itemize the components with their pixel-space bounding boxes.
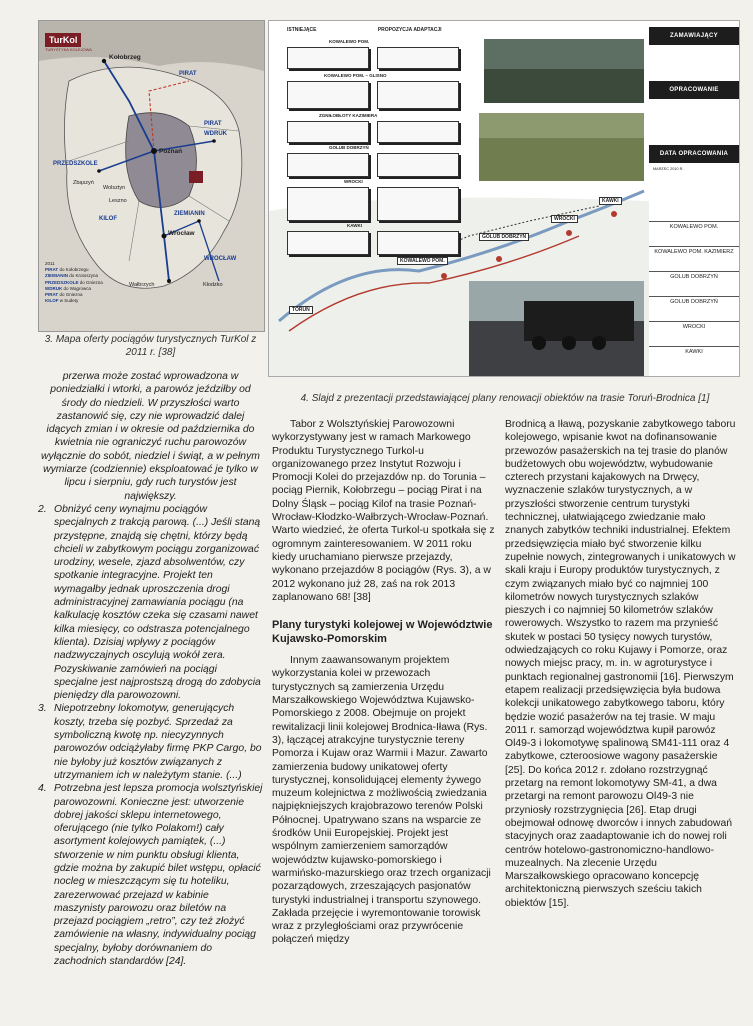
map-legend — [45, 261, 175, 304]
map-station-label: GOLUB DOBRZYŃ — [479, 233, 529, 241]
map-station-label: KAWKI — [599, 197, 622, 205]
slide-header-right: PROPOZYCJA ADAPTACJI — [377, 27, 442, 33]
list-item-text: Niepotrzebny lokomotyw, generujących koszty, trzeba się pozbyć. Sprzedaż za symboliczną kwotę np. niecyzynnych parowozów odciążyłaby firmę PKP Cargo, bo nie byłoby już kosztów związanych z utrzymaniem ich w należytym stanie. (...) — [54, 703, 262, 781]
stamp-station-row: GOLUB DOBRZYŃ — [649, 271, 739, 294]
map-station-label: KOWALEWO POM. — [397, 257, 448, 265]
list-item-number: 4. — [38, 783, 47, 795]
slide-box — [377, 187, 459, 221]
list-item — [38, 702, 263, 782]
map-route-label: WDRUK — [204, 131, 227, 137]
map-station-label: WROCKI — [551, 215, 578, 223]
slide-box — [377, 153, 459, 177]
map-route-label: PRZEDSZKOLE — [53, 161, 98, 167]
list-item-text: Obniżyć ceny wynajmu pociągów specjalnych z trakcją parową. (...) Jeśli staną przystępne, znajdą się chętni, którzy będą chcieli w zabytkowym pociągu zorganizować urodziny, wesele, zjazd absolwentów, czy spotkanie integracyjne. Projekt ten wymagałby jednak uproszczenia drogi administracyjnej zamawiania pociągu (na kalkulację kosztów czeka się czasami nawet kilka miesięcy, co odstrasza potencjalnego klienta). Dzisiaj wpływy z pociągów nadzwyczajnych oscylują wokół zera. Pozyskiwanie zamówień na pociągi specjalne jest najprostszą drogą do zdobycia pieniędzy dla parowozowni. — [54, 503, 261, 702]
column-2 — [272, 418, 496, 947]
figure-4-slide — [268, 20, 740, 377]
slide-box-title: WROCKI — [344, 179, 363, 184]
slide-table-header — [287, 27, 467, 33]
legend-entry: KILOF w Sudety — [45, 298, 79, 304]
map-city-label: Kłodzko — [203, 282, 223, 288]
map-station-label: TORUŃ — [289, 306, 313, 314]
map-city-label: Poznań — [159, 148, 183, 155]
stamp-station-row: KOWALEWO POM. — [649, 221, 739, 244]
legend-title: 2011 — [45, 261, 55, 266]
stamp-station-row: KAWKI — [649, 346, 739, 369]
slide-box — [287, 231, 369, 255]
slide-box — [377, 121, 459, 143]
list-item-number: 2. — [38, 503, 47, 515]
legend-entry: PIRAT do Kołobrzegu — [45, 267, 89, 273]
slide-box-title: GOLUB DOBRZYŃ — [329, 145, 369, 150]
map-city-label: Leszno — [109, 198, 127, 204]
map-route-label: PIRAT — [204, 121, 222, 127]
map-route-label: ZIEMIANIN — [174, 211, 205, 217]
section-heading: Plany turystyki kolejowej w Województwie Kujawsko-Pomorskim — [272, 619, 493, 646]
slide-box — [287, 47, 369, 69]
stamp-station-row: GOLUB DOBRZYŃ — [649, 296, 739, 319]
legend-entry: PRZEDSZKOLE do Gniezna — [45, 279, 103, 285]
paragraph: przerwa może zostać wprowadzona w poniedziałki i wtorki, a parowóz jeździłby od środy do niedzieli. W przyszłości warto zastanowić się, czy nie wprowadzić dalej idących zmian i w okresie od października do kwietnia nie ograniczyć ruchu parowozów wyłącznie do sobót, niedziel i świąt, a w pełnym wymiarze (codziennie) eksploatować je tylko w lipcu i sierpniu, gdy ruch turystów jest największy. — [41, 371, 260, 502]
stamp-date: MARZEC 2010 R. — [653, 167, 684, 171]
slide-box — [287, 153, 369, 177]
slide-box-title: KOWALEWO POM. – GLISNO — [324, 73, 387, 78]
map-brand-subtitle: TURYSTYKA KOLEJOWA — [45, 47, 92, 52]
paragraph: Innym zaawansowanym projektem wykorzystania kolei w przewozach turystycznych są zamierzenia Urzędu Marszałkowskiego Województwa Kujawsko-Pomorskiego z 2008. Obejmuje on projekt rewitalizacji linii kolejowej Brodnica-Iława (Rys. 3), łączącej atrakcyjne turystycznie tereny Pomorza i Kujaw oraz Warmii i Mazur. Zawarto zamierzenia budowy unikatowej oferty turystycznej, konsolidującej elementy żywego muzeum kolejnictwa z możliwością zwiedzania najpiękniejszych krajobrazowo terenów Polski Północnej. Upatrywano szans na wsparcie ze środków Unii Europejskiej. Projekt jest wspólnym zamierzeniem samorządów województw kujawsko-pomorskiego i warmińsko-mazurskiego oraz trzech organizacji pozarządowych, zrzeszających pasjonatów turystyki industrialnej i transportu szynowego. Zakłada przejęcie i wyremontowanie torowisk wraz z przyległościami oraz przywrócenie połączeń między — [272, 655, 491, 946]
map-city-label: Wałbrzych — [129, 282, 155, 288]
slide-box-title: KOWALEWO POM. — [329, 39, 370, 44]
figure-4-caption: 4. Slajd z prezentacji przedstawiającej plany renowacji obiektów na trasie Toruń-Brodnica [1] — [300, 393, 710, 404]
paragraph: Tabor z Wolsztyńskiej Parowozowni wykorzystywany jest w ramach Markowego Produktu Turystycznego Turkol-u organizowanego przez Instytut Rozwoju i Promocji Kolei do przejazdów np. do Torunia – pociąg Piernik, Kołobrzegu – pociąg Pirat i na Dolny Śląsk – pociąg Kilof na trasie Poznań-Wrocław-Kłodzko-Wałbrzych-Wrocław-Poznań. Warto wiedzieć, że oferta Turkol-u spotkała się z ogromnym zainteresowaniem. W 2011 roku kiedy uruchamiano pierwsze przejazdy, wykonano przejazdów 8 pociągów (Rys. 3), a w 2012 wykonano już 28, zaś na rok 2013 zaplanowano 68! [38] — [272, 419, 495, 603]
list-item — [38, 503, 263, 702]
stamp-header: DATA OPRACOWANIA — [649, 145, 739, 163]
slide-box — [377, 231, 459, 255]
slide-box — [377, 47, 459, 69]
slide-title-block — [649, 21, 739, 376]
map-city-label: Wrocław — [168, 230, 195, 237]
map-city-label: Wolsztyn — [103, 185, 126, 191]
slide-header-left: ISTNIEJĄCE — [287, 27, 317, 33]
slide-box — [287, 81, 369, 109]
slide-box-title: KAWKI — [347, 223, 362, 228]
figure-3-caption: 3. Mapa oferty pociągów turystycznych TurKol z 2011 r. [38] — [44, 334, 257, 358]
stamp-header: ZAMAWIAJĄCY — [649, 27, 739, 45]
map-route-label: PIRAT — [179, 71, 197, 77]
map-city-label: Kołobrzeg — [109, 54, 141, 61]
slide-box — [377, 81, 459, 109]
legend-entry: PIRAT do Gniezna — [45, 292, 83, 298]
map-city-label: Zbąszyń — [73, 180, 94, 186]
stamp-station-row: KOWALEWO POM. KAZIMIERZ — [649, 246, 739, 269]
figure-3-map — [38, 20, 265, 332]
column-3 — [505, 418, 738, 910]
map-route-label: WROCŁAW — [204, 256, 237, 262]
slide-box-title: ZGNIŁOBŁOTY KAZIMIERA — [319, 113, 378, 118]
slide-box — [287, 121, 369, 143]
slide-box — [287, 187, 369, 221]
stamp-station-row: WROCKI — [649, 321, 739, 344]
list-item-text: Potrzebna jest lepsza promocja wolsztyńskiej parowozowni. Konieczne jest: utworzenie dobrej jakości sklepu internetowego, oferującego (nie tylko Polakom!) cały asortyment kolejowych pamiątek, (...) stworzenie w nim punktu obsługi klienta, gdzie można by zakupić bilet wstępu, opłacić nocleg w mieszczącym się tu hoteliku, zarezerwować przejazd w kabinie maszynisty parowozu oraz biletów na przejazd pociągiem „retro”, czy też złożyć zamówienie na własny, indywidualny pociąg specjalny, byłoby dorównaniem do zachodnich standardów [24]. — [54, 783, 263, 968]
column-1 — [38, 370, 263, 968]
paragraph: Brodnicą a Iławą, pozyskanie zabytkowego taboru kolejowego, wpisanie kwot na dofinansowanie przewozów pasażerskich na tej trasie do planów budżetowych obu województw, wybudowanie czterech przystani kajakowych na Drwęcy, wyznaczenie szlaków turystycznych, a w przyszłości stworzenie centrum turystyki technicznej, ułatwiającego zwiedzanie mało znanych zabytków techniki industrialnej. Efektem przedsięwzięcia miało być stworzenie kilku zupełnie nowych, zintegrowanych i unikatowych w skali kraju i Europy produktów turystycznych, z czym związanych miało być co najmniej 100 kilometrów nowych turystycznych szlaków pieszych i co najmniej 50 kilometrów szlaków rowerowych. Wszystko to razem ma przynieść skutek w postaci 50 tysięcy nowych turystów, odwiedzających co roku Kujawy i Pomorze, oraz nowych miejsc pracy, m. in. w agroturystyce i punktach regionalnej gastronomii [16]. Pierwszym etapem realizacji przedsięwzięcia była budowa kolekcji unikatowego zabytkowego taboru, który będzie wozić pasażerów na tej trasie. W maju 2011 r. samorząd województwa kupił parowóz Ol49-3 i lokomotywę spalinową SM41-111 oraz 4 zabytkowe, czteroosiowe wagony pasażerskie [25]. Do końca 2012 r. zdołano rozstrzygnąć przetarg na remont lokomotywy SM-41, a dwa przetargi na remont parowozu Ol49-3 nie przyniosły rozstrzygnięcia [26]. Etap drugi obejmował odnowę dworców i innych zabudowań stacyjnych oraz zaadaptowanie ich do nowej roli centrów hotelowo-gastronomiczno-handlowo-muzealnych. Na zlecenie Urzędu Marszałkowskiego opracowano koncepcję architektoniczną pierwszych sześciu takich obiektów [15]. — [505, 419, 736, 909]
recommendation-list — [38, 503, 263, 968]
legend-entry: WDRUK do Wągrowca — [45, 285, 92, 291]
list-item — [38, 782, 263, 968]
map-route-label: KILOF — [99, 216, 117, 222]
stamp-header: OPRACOWANIE — [649, 81, 739, 99]
list-item-number: 3. — [38, 703, 47, 715]
map-brand-logo: TurKol — [45, 33, 81, 47]
legend-entry: ZIEMIANIN do Krotoszyna — [45, 273, 99, 279]
